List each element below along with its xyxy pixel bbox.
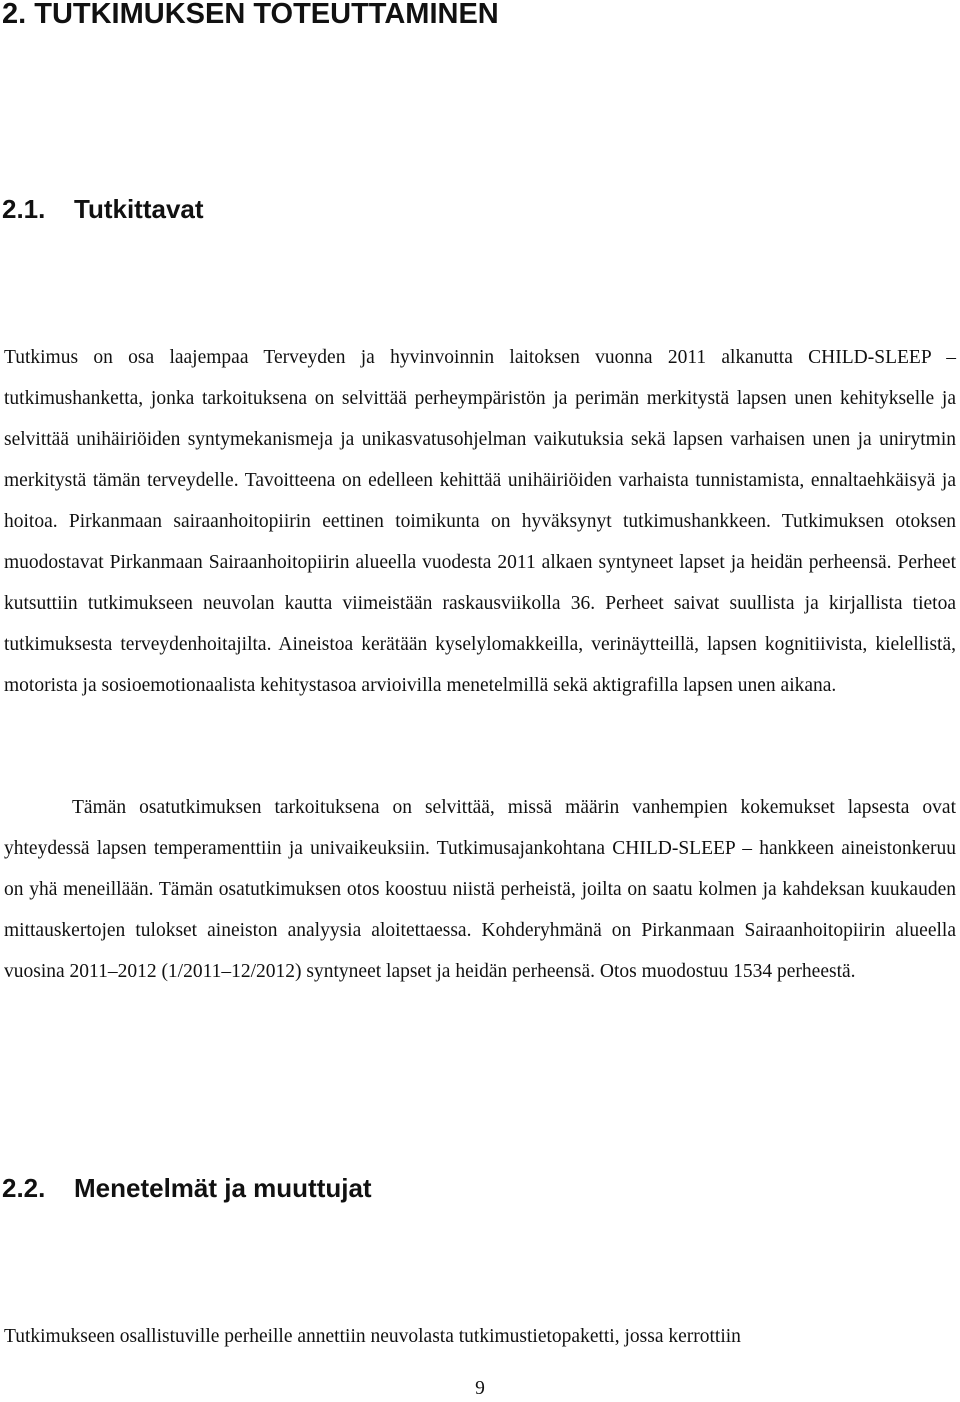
body-paragraph-3: Tutkimukseen osallistuville perheille annettiin neuvolasta tutkimustietopaketti, jossa kerrottiin xyxy=(4,1326,741,1347)
page-number: 9 xyxy=(475,1378,485,1399)
section-heading-menetelmat xyxy=(2,1170,372,1206)
body-paragraph-2: Tämän osatutkimuksen tarkoituksena on selvittää, missä määrin vanhempien kokemukset lapsesta ovat yhteydessä lapsen temperamenttiin ja univaikeuksiin. Tutkimusajankohtana CHILD-SLEEP – hankkeen aineistonkeruu on yhä meneillään. Tämän osatutkimuksen otos koostuu niistä perheistä, joilta on saatu kolmen ja kahdeksan kuukauden mittauskertojen tulokset aineiston analyysia aloitettaessa. Kohderyhmänä on Pirkanmaan Sairaanhoitopiirin alueella vuosina 2011–2012 (1/2011–12/2012) syntyneet lapset ja heidän perheensä. Otos muodostuu 1534 perheestä. xyxy=(4,797,956,982)
section-title: Tutkittavat xyxy=(74,194,204,224)
body-paragraph-1: Tutkimus on osa laajempaa Terveyden ja hyvinvoinnin laitoksen vuonna 2011 alkanutta CHILD-SLEEP – tutkimushanketta, jonka tarkoituksena on selvittää perheympäristön ja perimän merkitystä lapsen unen kehitykselle ja selvittää unihäiriöiden syntymekanismeja ja unikasvatusohjelman vaikutuksia sekä lapsen varhaisen unen ja unirytmin merkitystä tämän terveydelle. Tavoitteena on edelleen kehittää unihäiriöiden varhaista tunnistamista, ennaltaehkäisyä ja hoitoa. Pirkanmaan sairaanhoitopiirin eettinen toimikunta on hyväksynyt tutkimushankkeen. Tutkimuksen otoksen muodostavat Pirkanmaan Sairaanhoitopiirin alueella vuodesta 2011 alkaen syntyneet lapset ja heidän perheensä. Perheet kutsuttiin tutkimukseen neuvolan kautta viimeistään raskausviikolla 36. Perheet saivat suullista ja kirjallista tietoa tutkimuksesta terveydenhoitajilta. Aineistoa kerätään kyselylomakkeilla, verinäytteillä, lapsen kognitiivista, kielellistä, motorista ja sosioemotionaalista kehitystasoa arvioivilla menetelmillä sekä aktigrafilla lapsen unen aikana. xyxy=(4,347,956,696)
chapter-heading: 2. TUTKIMUKSEN TOTEUTTAMINEN xyxy=(2,0,499,30)
section-number: 2.2. xyxy=(2,1173,46,1203)
section-number: 2.1. xyxy=(2,194,46,224)
section-heading-tutkittavat xyxy=(2,191,204,227)
section-title: Menetelmät ja muuttujat xyxy=(74,1173,372,1203)
